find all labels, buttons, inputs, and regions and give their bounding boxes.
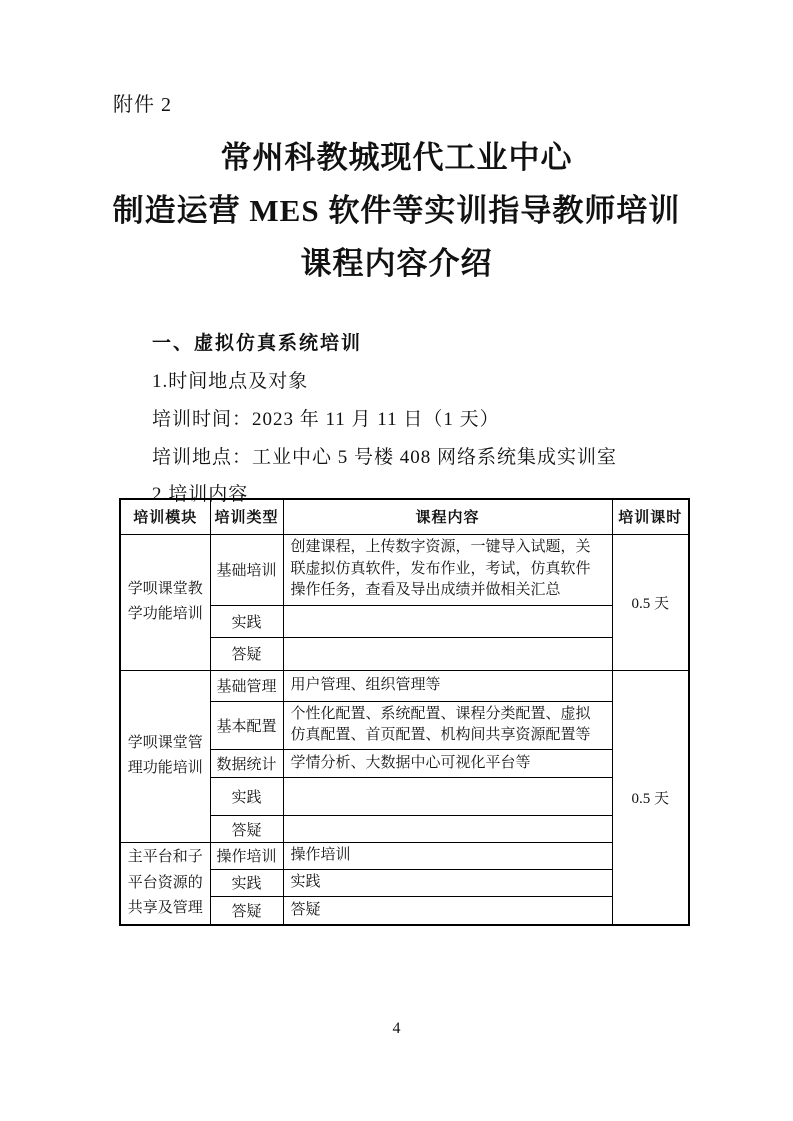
type-cell: 答疑: [210, 637, 283, 670]
type-cell: 实践: [210, 605, 283, 637]
type-cell: 实践: [210, 778, 283, 816]
type-cell: 基础培训: [210, 534, 283, 605]
type-cell: 实践: [210, 869, 283, 896]
content-cell: 创建课程，上传数字资源，一键导入试题，关联虚拟仿真软件，发布作业，考试，仿真软件操作任务，查看及导出成绩并做相关汇总: [283, 534, 612, 605]
type-cell: 答疑: [210, 816, 283, 843]
title-line-1: 常州科教城现代工业中心: [220, 140, 573, 175]
content-cell: [283, 778, 612, 816]
title-line-2: 制造运营 MES 软件等实训指导教师培训: [112, 193, 681, 228]
section-heading: 一、虚拟仿真系统培训: [152, 333, 363, 354]
content-cell: 答疑: [283, 896, 612, 925]
table-header-row: [120, 499, 689, 534]
header-content: 课程内容: [283, 499, 612, 534]
content-cell: 用户管理、组织管理等: [283, 670, 612, 701]
type-cell: 基础管理: [210, 670, 283, 701]
header-module: 培训模块: [120, 499, 210, 534]
content-cell: [283, 605, 612, 637]
table-row: [120, 670, 689, 701]
content-cell: 个性化配置、系统配置、课程分类配置、虚拟仿真配置、首页配置、机构间共享资源配置等: [283, 701, 612, 750]
hours-cell-group2: 0.5 天: [612, 670, 689, 925]
content-cell: [283, 816, 612, 843]
training-place-line: 培训地点：工业中心 5 号楼 408 网络系统集成实训室: [152, 447, 618, 468]
attachment-label: 附件 2: [113, 94, 172, 116]
module-cell-group1: 学呗课堂教学功能培训: [120, 534, 210, 670]
type-cell: 操作培训: [210, 843, 283, 870]
module-cell-group2: 学呗课堂管理功能培训: [120, 670, 210, 843]
table-row: [120, 534, 689, 605]
subsection-1-heading: 1.时间地点及对象: [152, 371, 309, 392]
type-cell: 基本配置: [210, 701, 283, 750]
header-type: 培训类型: [210, 499, 283, 534]
title-line-3: 课程内容介绍: [300, 246, 493, 281]
subsection-2-heading: 2.培训内容: [152, 484, 249, 505]
header-hours: 培训课时: [612, 499, 689, 534]
hours-cell-group1: 0.5 天: [612, 534, 689, 670]
table-row: [120, 843, 689, 870]
page-number: 4: [392, 1020, 401, 1037]
training-time-line: 培训时间：2023 年 11 月 11 日（1 天）: [152, 409, 500, 430]
document-title: [0, 131, 793, 290]
content-cell: 实践: [283, 869, 612, 896]
module-cell-group3: 主平台和子平台资源的共享及管理: [120, 843, 210, 926]
content-cell: 操作培训: [283, 843, 612, 870]
type-cell: 数据统计: [210, 750, 283, 778]
training-content-table: [119, 498, 690, 926]
content-cell: [283, 637, 612, 670]
content-cell: 学情分析、大数据中心可视化平台等: [283, 750, 612, 778]
type-cell: 答疑: [210, 896, 283, 925]
